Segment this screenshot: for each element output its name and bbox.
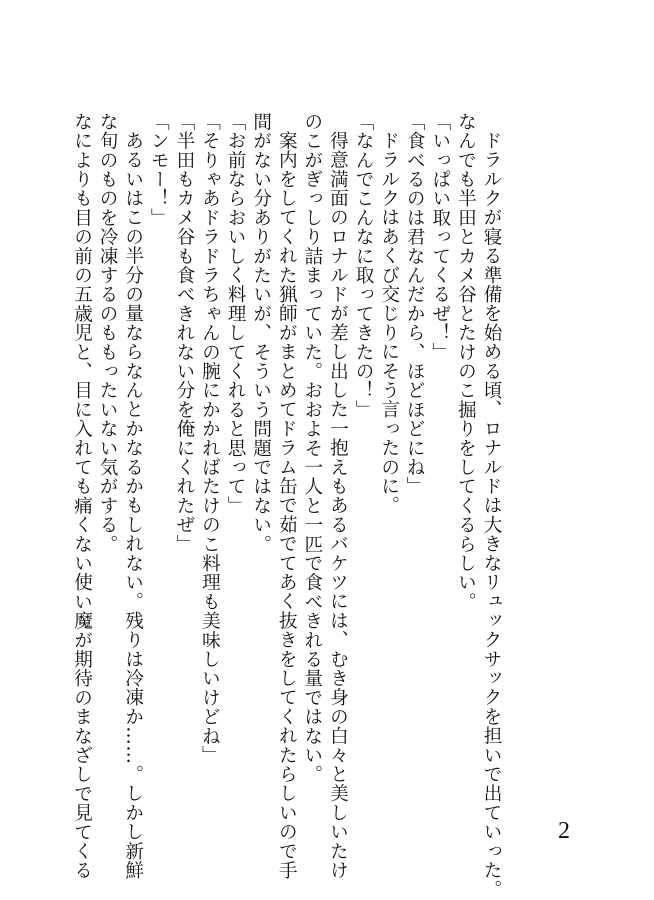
- text-line: 「お前ならおいしく料理してくれると思って」: [225, 112, 247, 516]
- text-line: 「半田もカメ谷も食べきれない分を俺にくれたぜ」: [173, 112, 195, 554]
- text-line: 「ンモー！」: [148, 112, 170, 228]
- text-line: 「食べるのは君なんだから、ほどほどにね」: [404, 112, 426, 496]
- text-line: あるいはこの半分の量ならなんとかなるかもしれない。残りは冷凍か……。しかし新鮮: [122, 130, 144, 880]
- page-number: 2: [558, 818, 570, 844]
- vertical-text-body: [69, 112, 504, 899]
- text-line: のこがぎっしり詰まっていた。おおよそ一人と一匹で食べきれる量ではない。: [301, 112, 323, 784]
- text-line: 得意満面のロナルドが差し出した一抱えもあるバケツには、むき身の白々と美しいたけ: [327, 130, 349, 880]
- text-line: 間がない分ありがたいが、そういう問題ではない。: [250, 112, 272, 554]
- text-line: なんでも半田とカメ谷とたけのこ掘りをしてくるらしい。: [455, 112, 477, 612]
- text-line: 案内をしてくれた猟師がまとめてドラム缶で茹でてあく抜きをしてくれたらしいので手: [276, 130, 298, 880]
- text-line: 「いっぱい取ってくるぜ！」: [429, 112, 451, 362]
- text-line: な旬のものを冷凍するのももったいない気がする。: [97, 112, 119, 554]
- text-line: ドラルクが寝る準備を始める頃、ロナルドは大きなリュックサックを担いで出ていった。: [481, 130, 502, 899]
- text-line: なによりも目の前の五歳児と、目に入れても痛くない使い魔が期待のまなざしで見てくる: [71, 112, 93, 880]
- text-line: 「なんでこんなに取ってきたの！」: [353, 112, 375, 420]
- text-line: ドラルクはあくび交じりにそう言ったのに。: [378, 130, 400, 515]
- text-line: 「そりゃあドラドラちゃんの腕にかかればたけのこ料理も美味しいけどね」: [199, 112, 221, 765]
